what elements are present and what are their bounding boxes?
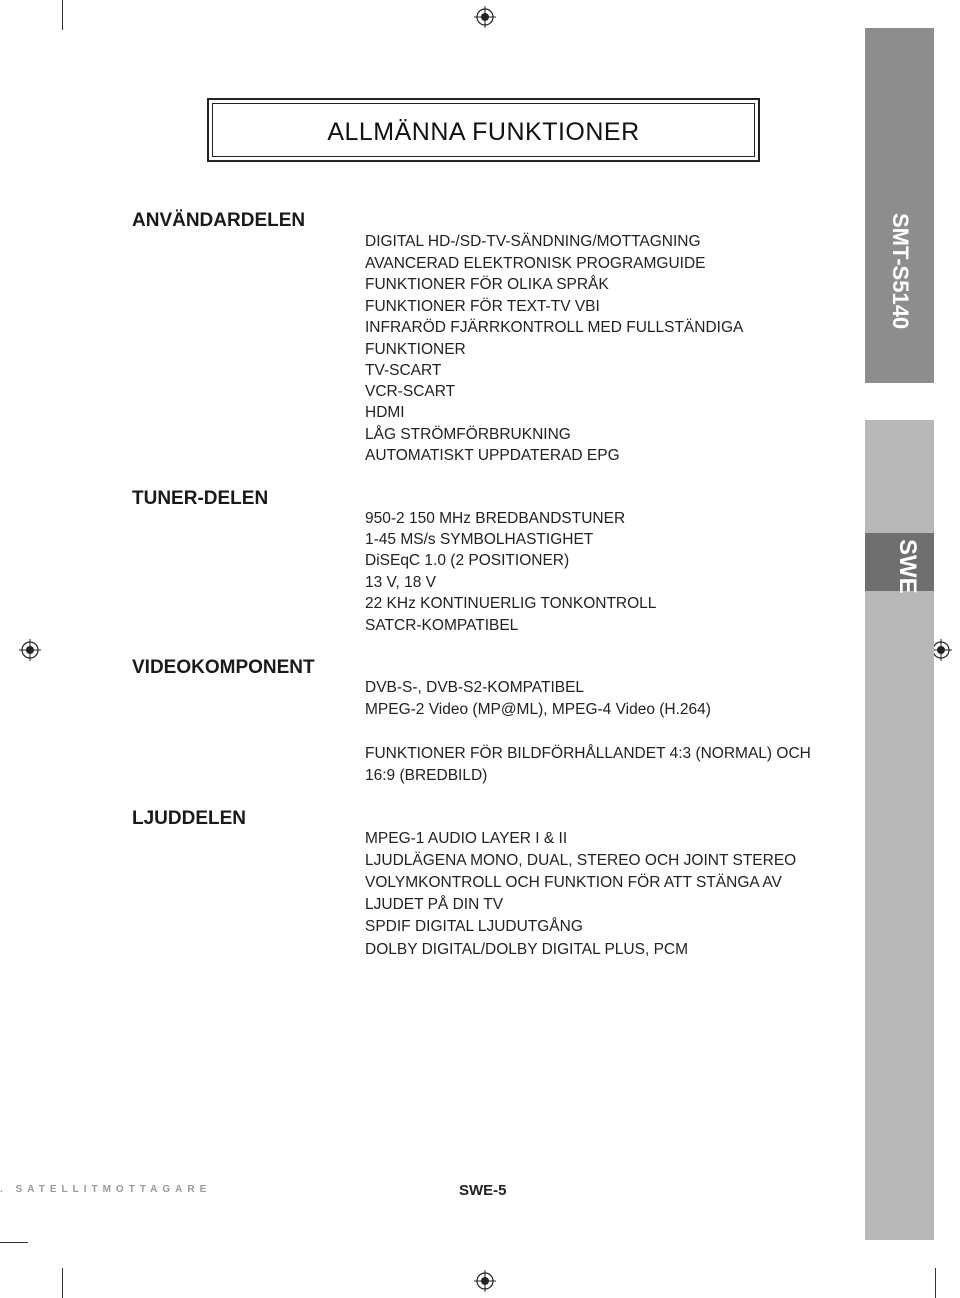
list-item: SPDIF DIGITAL LJUDUTGÅNG [365,918,583,935]
crop-mark [62,0,63,30]
language-label: SWE [894,539,921,594]
list-item: VCR-SCART [365,383,456,400]
list-item: DVB-S-, DVB-S2-KOMPATIBEL [365,679,585,696]
title-box [207,98,760,162]
list-item: 1-45 MS/s SYMBOLHASTIGHET [365,531,594,548]
list-item: LÅG STRÖMFÖRBRUKNING [365,426,571,443]
list-item: 22 KHz KONTINUERLIG TONKONTROLL [365,595,657,612]
footer-category: . SATELLITMOTTAGARE [0,1184,212,1195]
list-item: TV-SCART [365,362,442,379]
list-item: MPEG-1 AUDIO LAYER I & II [365,830,568,847]
list-item: AUTOMATISKT UPPDATERAD EPG [365,447,620,464]
crop-mark [0,1242,28,1243]
list-item: 16:9 (BREDBILD) [365,767,488,784]
page-title: ALLMÄNNA FUNKTIONER [327,118,640,146]
list-item: HDMI [365,404,405,421]
list-item: MPEG-2 Video (MP@ML), MPEG-4 Video (H.264) [365,701,711,718]
section-label-videokomponent: VIDEOKOMPONENT [132,657,315,678]
list-item: AVANCERAD ELEKTRONISK PROGRAMGUIDE [365,255,706,272]
list-item: FUNKTIONER FÖR OLIKA SPRÅK [365,276,609,293]
registration-mark-icon [19,639,41,661]
list-item: SATCR-KOMPATIBEL [365,617,519,634]
list-item: LJUDET PÅ DIN TV [365,896,504,913]
section-label-ljuddelen: LJUDDELEN [132,808,247,829]
list-item: 13 V, 18 V [365,574,436,591]
list-item: 950-2 150 MHz BREDBANDSTUNER [365,510,626,527]
side-tab-model [865,28,934,383]
crop-mark [62,1268,63,1298]
list-item: FUNKTIONER FÖR TEXT-TV VBI [365,298,600,315]
list-item: DiSEqC 1.0 (2 POSITIONER) [365,552,570,569]
side-tab-language [865,533,934,594]
registration-mark-icon [474,1270,496,1292]
list-item: VOLYMKONTROLL OCH FUNKTION FÖR ATT STÄNGA AV [365,874,782,891]
registration-mark-icon [474,6,496,28]
list-item: DIGITAL HD-/SD-TV-SÄNDNING/MOTTAGNING [365,233,701,250]
list-item: FUNKTIONER [365,341,466,358]
list-item: FUNKTIONER FÖR BILDFÖRHÅLLANDET 4:3 (NORMAL) OCH [365,745,811,762]
list-item: LJUDLÄGENA MONO, DUAL, STEREO OCH JOINT STEREO [365,852,797,869]
section-label-anvandardelen: ANVÄNDARDELEN [132,210,306,231]
section-label-tuner-delen: TUNER-DELEN [132,488,269,509]
crop-mark [935,1268,936,1298]
list-item: INFRARÖD FJÄRRKONTROLL MED FULLSTÄNDIGA [365,319,744,336]
list-item: DOLBY DIGITAL/DOLBY DIGITAL PLUS, PCM [365,941,689,958]
model-label: SMT-S5140 [888,213,913,330]
page-number: SWE-5 [459,1182,507,1199]
